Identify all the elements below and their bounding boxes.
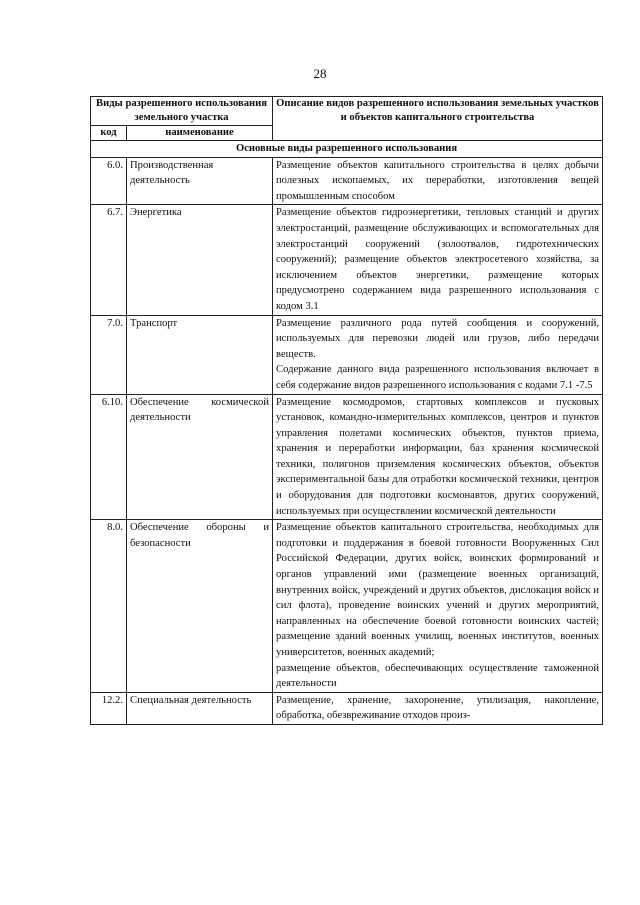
row-code: 8.0. [91,520,127,693]
row-code: 7.0. [91,315,127,394]
row-description [273,692,603,724]
row-description [273,157,603,205]
row-code: 6.10. [91,394,127,520]
row-description [273,520,603,693]
description-paragraph: Размещение, хранение, захоронение, утилизация, накопление, обработка, обезвреживание отходов произ- [276,694,600,722]
row-name: Обеспечение космической деятельности [127,394,273,520]
header-name: наименование [127,126,273,141]
row-name: Производственная деятельность [127,157,273,205]
row-name: Энергетика [127,205,273,315]
description-paragraph: Размещение объектов капитального строительства, необходимых для подготовки и поддержания в боевой готовности Вооруженных Сил Российской Федерации, других войск, воинских формирований и органов управлений ими (размещение военных организаций, внутренних войск, учреждений и других объектов, дислокация войск и сил флота), проведение воинских учений и других мероприятий, направленных на обеспечение боевой готовности воинских частей; размещение зданий военных училищ, военных институтов, военных университетов, военных академий; [276,522,600,658]
header-description: Описание видов разрешенного использования земельных участков и объектов капитального строительства [273,97,603,141]
header-row-main [91,97,603,126]
row-description [273,205,603,315]
table-row [91,205,603,315]
land-use-table [90,96,603,725]
row-name: Транспорт [127,315,273,394]
table-body [91,141,603,725]
section-title: Основные виды разрешенного использования [91,141,603,158]
row-code: 12.2. [91,692,127,724]
description-paragraph: Размещение космодромов, стартовых комплексов и пусковых установок, командно-измерительных комплексов, центров и пунктов управления полетами космических объектов, пунктов приема, хранения и переработки информации, баз хранения космической техники, полигонов приземления космических объектов, объектов экспериментальной базы для отработки космической техники, центров и оборудования для подготовки космонавтов, других сооружений, используемых при осуществлении космической деятельности [276,396,600,517]
row-code: 6.0. [91,157,127,205]
description-paragraph: размещение объектов, обеспечивающих осуществление таможенной деятельности [276,662,600,690]
table-header [91,97,603,141]
row-description [273,315,603,394]
header-code: код [91,126,127,141]
table-row [91,394,603,520]
description-paragraph: Размещение объектов гидроэнергетики, тепловых станций и других электростанций, размещение обслуживающих и вспомогательных для электростанций сооружений (золоотвалов, гидротехнических сооружений); размещение объектов электросетевого хозяйства, за исключением объектов энергетики, размещение которых предусмотрено содержанием вида разрешенного использования с кодом 3.1 [276,207,600,312]
table-row [91,315,603,394]
row-name: Обеспечение обороны и безопасности [127,520,273,693]
description-paragraph: Содержание данного вида разрешенного использования включает в себя содержание видов разрешенного использования с кодами 7.1 -7.5 [276,364,600,391]
description-paragraph: Размещение различного рода путей сообщения и сооружений, используемых для перевозки людей или грузов, либо передачи веществ. [276,317,600,360]
description-paragraph: Размещение объектов капитального строительства в целях добычи полезных ископаемых, их переработки, изготовления вещей промышленным способом [276,159,600,202]
page-number: 28 [313,66,327,81]
table-row [91,520,603,693]
table-row [91,692,603,724]
row-code: 6.7. [91,205,127,315]
section-row [91,141,603,158]
row-description [273,394,603,520]
table-row [91,157,603,205]
row-name: Специальная деятельность [127,692,273,724]
header-types-of-use: Виды разрешенного использования земельного участка [91,97,273,126]
